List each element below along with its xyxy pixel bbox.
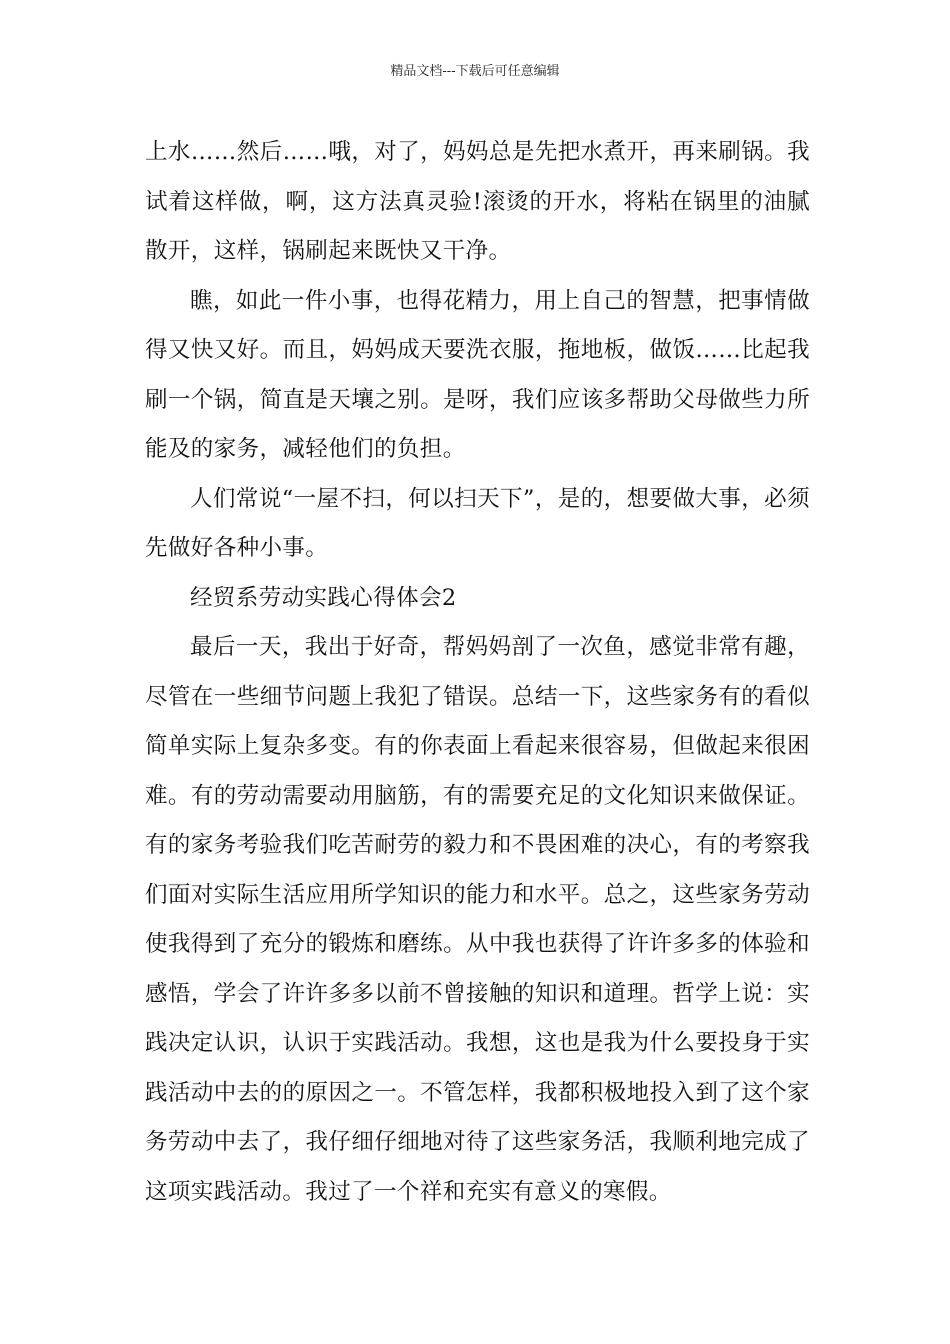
section-title: 经贸系劳动实践心得体会2: [190, 584, 457, 611]
page-header: 精品文档---下载后可任意编辑: [390, 64, 560, 79]
paragraph: 瞧，如此一件小事，也得花精力，用上自己的智慧，把事情做得又快又好。而且，妈妈成天要洗衣服，拖地板，做饭……比起我刷一个锅，简直是天壤之别。是呀，我们应该多帮助父母做些力所能及的家务，减轻他们的负担。: [145, 287, 810, 462]
paragraph: 最后一天，我出于好奇，帮妈妈剖了一次鱼，感觉非常有趣，尽管在一些细节问题上我犯了错误。总结一下，这些家务有的看似简单实际上复杂多变。有的你表面上看起来很容易，但做起来很困难。有的劳动需要动用脑筋，有的需要充足的文化知识来做保证。有的家务考验我们吃苦耐劳的毅力和不畏困难的决心，有的考察我们面对实际生活应用所学知识的能力和水平。总之，这些家务劳动使我得到了充分的锻炼和磨练。从中我也获得了许许多多的体验和感悟，学会了许许多多以前不曾接触的知识和道理。哲学上说：实践决定认识，认识于实践活动。我想，这也是我为什么要投身于实践活动中去的的原因之一。不管怎样，我都积极地投入到了这个家务劳动中去了，我仔细仔细地对待了这些家务活，我顺利地完成了这项实践活动。我过了一个祥和充实有意义的寒假。: [145, 634, 810, 1205]
paragraph: 人们常说“一屋不扫，何以扫天下”，是的，想要做大事，必须先做好各种小事。: [145, 485, 810, 561]
paragraph: 上水……然后……哦，对了，妈妈总是先把水煮开，再来刷锅。我试着这样做，啊，这方法真灵验!滚烫的开水，将粘在锅里的油腻散开，这样，锅刷起来既快又干净。: [145, 139, 810, 264]
document-body: [145, 128, 810, 1217]
